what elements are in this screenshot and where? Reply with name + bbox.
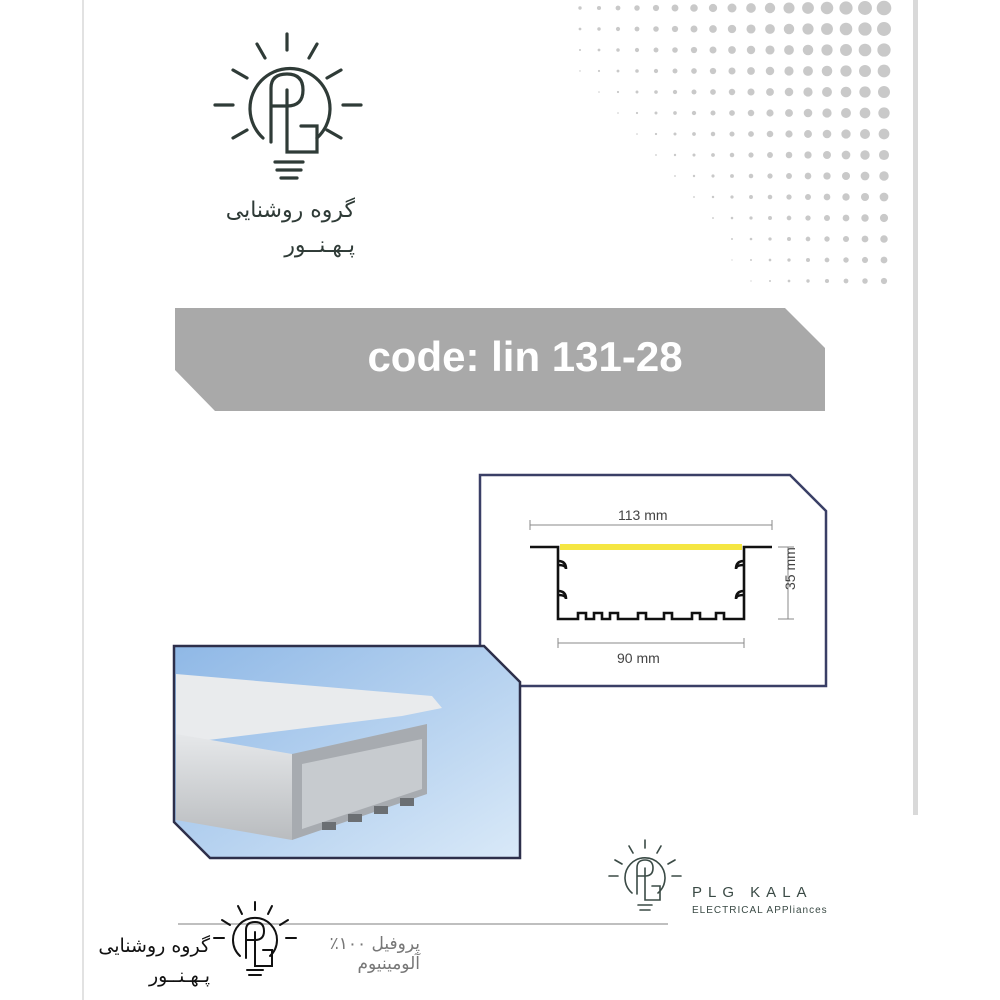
halftone-pattern [570, 0, 900, 310]
halftone-dot [841, 108, 851, 118]
halftone-dot [822, 87, 832, 97]
halftone-dot [766, 67, 774, 75]
halftone-dot [824, 215, 830, 221]
halftone-dot [802, 2, 814, 14]
halftone-dot [746, 24, 755, 33]
halftone-dot [750, 259, 752, 261]
halftone-dot [653, 26, 659, 32]
halftone-dot [598, 91, 600, 93]
halftone-dot [672, 5, 679, 12]
halftone-dot [860, 150, 869, 159]
halftone-dot [692, 153, 695, 156]
halftone-dot [858, 22, 871, 35]
halftone-dot [616, 6, 621, 11]
halftone-dot [804, 151, 811, 158]
halftone-dot [786, 194, 791, 199]
halftone-dot [805, 194, 811, 200]
halftone-dot [674, 154, 676, 156]
halftone-dot [823, 130, 832, 139]
halftone-dot [879, 171, 888, 180]
halftone-dot [710, 68, 716, 74]
halftone-dot [805, 215, 810, 220]
halftone-dot [825, 258, 830, 263]
watermark-logo-icon [210, 900, 300, 978]
halftone-dot [824, 236, 829, 241]
halftone-dot [840, 44, 852, 56]
halftone-dot [750, 280, 751, 281]
halftone-dot [634, 5, 640, 11]
halftone-dot [877, 22, 891, 36]
halftone-dot [711, 153, 715, 157]
company-name: PLG KALA [692, 884, 813, 901]
halftone-dot [597, 27, 600, 30]
halftone-dot [840, 65, 851, 76]
halftone-dot [654, 69, 658, 73]
halftone-dot [803, 45, 814, 56]
halftone-dot [844, 279, 849, 284]
halftone-dot [768, 195, 773, 200]
halftone-dot [654, 48, 659, 53]
halftone-dot [712, 196, 714, 198]
halftone-dot [730, 195, 733, 198]
halftone-dot [693, 196, 695, 198]
halftone-dot [731, 259, 732, 260]
halftone-dot [785, 88, 794, 97]
halftone-dot [692, 111, 696, 115]
halftone-dot [821, 44, 832, 55]
halftone-dot [823, 151, 831, 159]
halftone-dot [806, 237, 811, 242]
halftone-dot [579, 49, 581, 51]
halftone-dot [787, 258, 790, 261]
halftone-dot [879, 150, 889, 160]
halftone-dot [823, 172, 830, 179]
halftone-dot [617, 112, 619, 114]
halftone-dot [598, 70, 600, 72]
halftone-dot [862, 257, 868, 263]
halftone-dot [785, 109, 793, 117]
aluminum-profile-photo [172, 644, 522, 860]
watermark-line1: گروه روشنایی [98, 935, 210, 957]
halftone-dot [861, 193, 869, 201]
halftone-dot [730, 153, 734, 157]
halftone-dot [768, 237, 771, 240]
halftone-dot [767, 131, 774, 138]
halftone-dot [767, 173, 772, 178]
halftone-dot [880, 235, 888, 243]
halftone-dot [636, 133, 638, 135]
halftone-dot [673, 69, 678, 74]
halftone-dot [862, 236, 869, 243]
halftone-dot [821, 23, 833, 35]
halftone-dot [711, 174, 714, 177]
halftone-dot [802, 23, 813, 34]
halftone-dot [878, 86, 890, 98]
halftone-dot [880, 193, 889, 202]
halftone-dot [731, 217, 734, 220]
halftone-dot [841, 129, 850, 138]
halftone-dot [783, 2, 794, 13]
halftone-dot [767, 152, 773, 158]
halftone-dot [862, 278, 868, 284]
halftone-dot [768, 216, 772, 220]
halftone-dot [878, 65, 891, 78]
halftone-dot [788, 280, 791, 283]
halftone-dot [712, 217, 714, 219]
halftone-dot [673, 132, 676, 135]
halftone-dot [711, 132, 715, 136]
halftone-dot [803, 66, 813, 76]
halftone-dot [597, 6, 601, 10]
halftone-dot [730, 174, 734, 178]
halftone-dot [636, 91, 639, 94]
halftone-dot [804, 130, 812, 138]
halftone-dot [878, 107, 889, 118]
halftone-dot [785, 130, 792, 137]
halftone-dot [765, 45, 774, 54]
halftone-dot [616, 48, 620, 52]
halftone-dot [728, 4, 737, 13]
halftone-dot [877, 1, 892, 16]
halftone-dot [674, 175, 676, 177]
halftone-dot [842, 151, 851, 160]
halftone-dot [691, 47, 697, 53]
halftone-dot [729, 110, 735, 116]
halftone-dot [858, 1, 872, 15]
halftone-dot [749, 195, 753, 199]
halftone-dot [824, 194, 831, 201]
halftone-dot [825, 279, 829, 283]
halftone-dot [673, 111, 677, 115]
halftone-dot [749, 174, 754, 179]
halftone-dot [617, 91, 619, 93]
halftone-dot [765, 24, 775, 34]
halftone-dot [822, 108, 831, 117]
halftone-dot [710, 47, 717, 54]
halftone-dot [843, 236, 849, 242]
halftone-dot [635, 27, 640, 32]
halftone-dot [654, 90, 658, 94]
halftone-dot [784, 45, 794, 55]
halftone-dot [691, 89, 696, 94]
halftone-dot [860, 108, 871, 119]
halftone-dot [842, 172, 850, 180]
halftone-dot [766, 109, 773, 116]
halftone-dot [750, 238, 753, 241]
halftone-dot [747, 67, 755, 75]
halftone-dot [841, 87, 852, 98]
halftone-dot [860, 129, 870, 139]
halftone-dot [655, 112, 658, 115]
halftone-dot [672, 26, 678, 32]
halftone-dot [579, 70, 580, 71]
halftone-dot [861, 172, 870, 181]
halftone-dot [746, 3, 756, 13]
halftone-dot [635, 48, 639, 52]
halftone-dot [784, 66, 793, 75]
halftone-dot [879, 129, 890, 140]
halftone-dot [769, 259, 772, 262]
halftone-dot [786, 173, 792, 179]
halftone-dot [803, 87, 812, 96]
halftone-dot [728, 46, 736, 54]
halftone-dot [842, 193, 849, 200]
halftone-dot [805, 173, 812, 180]
halftone-dot [748, 110, 754, 116]
halftone-dot [728, 67, 735, 74]
halftone-dot [691, 68, 697, 74]
halftone-dot [843, 215, 850, 222]
halftone-dot [693, 175, 695, 177]
brand-name-line2: پـهـنــور [284, 233, 355, 258]
halftone-dot [731, 238, 733, 240]
halftone-dot [765, 3, 775, 13]
halftone-dot [787, 216, 792, 221]
halftone-dot [579, 28, 582, 31]
page-edge-right [913, 0, 918, 815]
halftone-dot [655, 133, 657, 135]
halftone-dot [806, 258, 810, 262]
lightbulb-logo-icon [205, 30, 370, 190]
profile-caption: پروفیل ۱۰۰٪ آلومینیوم [329, 934, 420, 974]
dimension-width-top: 113 mm [618, 507, 668, 523]
halftone-dot [709, 25, 717, 33]
halftone-dot [859, 86, 870, 97]
halftone-dot [709, 4, 717, 12]
halftone-dot [822, 66, 833, 77]
halftone-dot [786, 152, 793, 159]
halftone-dot [692, 132, 696, 136]
halftone-dot [861, 214, 868, 221]
halftone-dot [710, 89, 716, 95]
halftone-dot [691, 26, 698, 33]
halftone-dot [635, 69, 639, 73]
halftone-dot [653, 5, 659, 11]
halftone-dot [728, 25, 736, 33]
halftone-dot [804, 109, 813, 118]
halftone-dot [617, 70, 620, 73]
halftone-dot [729, 89, 735, 95]
plg-kala-logo-icon [605, 838, 685, 913]
halftone-dot [747, 88, 754, 95]
company-subtitle: ELECTRICAL APPliances [692, 905, 828, 916]
halftone-dot [859, 65, 871, 77]
halftone-dot [766, 88, 774, 96]
halftone-dot [880, 214, 888, 222]
halftone-dot [673, 90, 677, 94]
halftone-dot [747, 46, 755, 54]
dimension-height: 35 mm [782, 547, 798, 590]
halftone-dot [598, 49, 601, 52]
halftone-dot [769, 280, 771, 282]
halftone-dot [877, 43, 890, 56]
halftone-dot [881, 257, 888, 264]
halftone-dot [616, 27, 620, 31]
halftone-dot [672, 47, 678, 53]
brand-name-line1: گروه روشنایی [225, 198, 355, 223]
halftone-dot [806, 279, 809, 282]
dimension-width-bottom: 90 mm [617, 650, 660, 666]
halftone-dot [843, 257, 848, 262]
halftone-dot [655, 154, 657, 156]
halftone-dot [578, 6, 581, 9]
halftone-dot [859, 44, 872, 57]
halftone-dot [840, 23, 853, 36]
halftone-dot [787, 237, 791, 241]
halftone-dot [636, 112, 638, 114]
halftone-dot [748, 131, 754, 137]
halftone-dot [748, 152, 753, 157]
product-code: code: lin 131-28 [367, 333, 683, 380]
halftone-dot [839, 1, 852, 14]
page-edge-left [82, 0, 84, 1000]
watermark-line2: پـهـنــور [148, 965, 210, 987]
halftone-dot [784, 24, 794, 34]
halftone-dot [821, 2, 834, 15]
halftone-dot [881, 278, 887, 284]
halftone-dot [710, 110, 715, 115]
halftone-dot [749, 216, 752, 219]
halftone-dot [690, 4, 698, 12]
halftone-dot [729, 131, 734, 136]
